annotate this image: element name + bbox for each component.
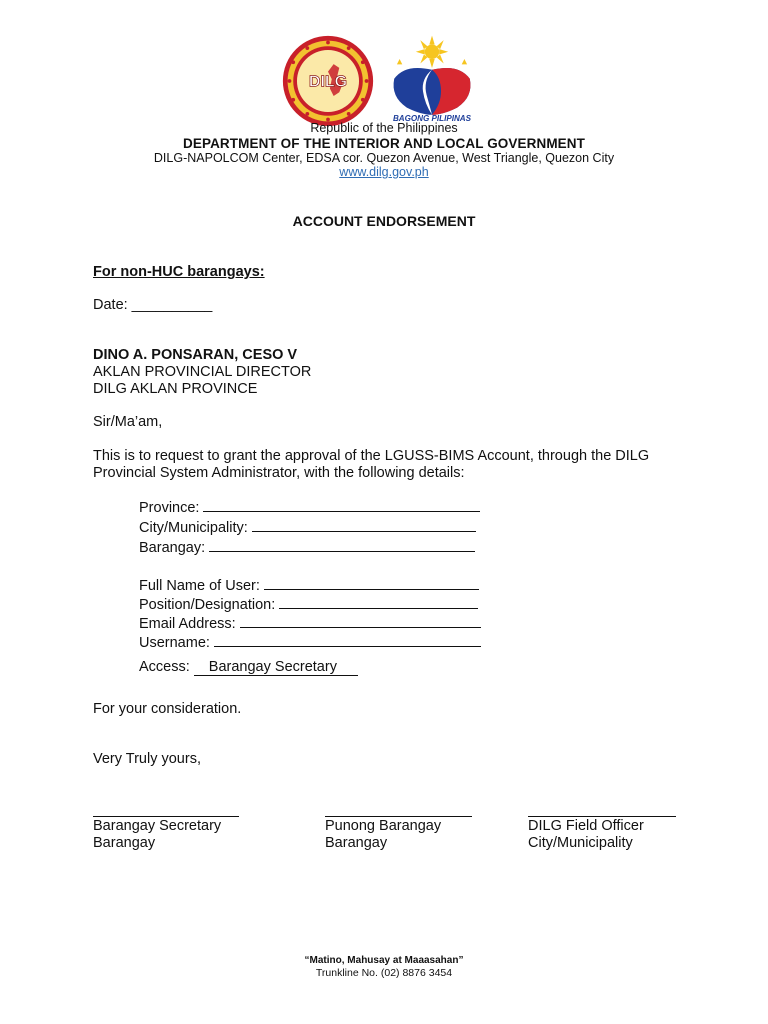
signatory-title: DILG Field Officer (528, 818, 644, 834)
position-field (139, 595, 478, 613)
bagong-pilipinas-logo (386, 32, 478, 122)
body-line-1: This is to request to grant the approval of the LGUSS-BIMS Account, through the DILG (93, 448, 650, 464)
signatory-punong-barangay (325, 818, 441, 852)
city-blank[interactable] (252, 518, 476, 532)
province-blank[interactable] (203, 498, 480, 512)
document-subtitle: For non-HUC barangays: (93, 264, 265, 280)
barangay-label: Barangay: (139, 540, 206, 556)
salutation: Sir/Ma’am, (93, 414, 163, 430)
signature-line-barangay-secretary[interactable] (93, 816, 239, 817)
city-field (139, 518, 476, 536)
access-value: Barangay Secretary (194, 660, 358, 676)
dilg-seal-logo (281, 34, 375, 128)
closing-consideration: For your consideration. (93, 701, 242, 717)
signatory-barangay-secretary (93, 818, 221, 852)
barangay-field (139, 538, 475, 556)
department-name: DEPARTMENT OF THE INTERIOR AND LOCAL GOVERNMENT (183, 136, 585, 151)
republic-line: Republic of the Philippines (310, 121, 458, 135)
website-link[interactable]: www.dilg.gov.ph (339, 165, 429, 179)
email-label: Email Address: (139, 616, 236, 632)
barangay-blank[interactable] (209, 538, 475, 552)
province-label: Province: (139, 500, 200, 516)
signatory-dilg-field-officer (528, 818, 644, 852)
signatory-sub: City/Municipality (528, 835, 633, 851)
dilg-logo-text: DILG (308, 73, 348, 91)
access-field (139, 659, 358, 676)
email-field (139, 614, 481, 632)
username-label: Username: (139, 635, 210, 651)
full-name-field (139, 576, 479, 594)
position-blank[interactable] (279, 595, 478, 609)
addressee-name: DINO A. PONSARAN, CESO V (93, 347, 298, 363)
city-label: City/Municipality: (139, 520, 248, 536)
access-label: Access: (139, 659, 190, 675)
body-line-2: Provincial System Administrator, with the following details: (93, 465, 465, 481)
footer-motto: “Matino, Mahusay at Maaasahan” (304, 955, 464, 966)
signatory-title: Punong Barangay (325, 818, 442, 834)
date-field: Date: __________ (93, 297, 213, 313)
province-field (139, 498, 480, 516)
bagong-pilipinas-text: BAGONG PILIPINAS (392, 114, 472, 122)
signatory-title: Barangay Secretary (93, 818, 222, 834)
signature-line-dilg-field-officer[interactable] (528, 816, 676, 817)
addressee-position: AKLAN PROVINCIAL DIRECTOR (93, 364, 312, 380)
signatory-sub: Barangay (93, 835, 156, 851)
department-address: DILG-NAPOLCOM Center, EDSA cor. Quezon Avenue, West Triangle, Quezon City (153, 151, 615, 165)
addressee-office: DILG AKLAN PROVINCE (93, 381, 258, 397)
signatory-sub: Barangay (325, 835, 388, 851)
username-field (139, 633, 481, 651)
email-blank[interactable] (240, 614, 481, 628)
signature-line-punong-barangay[interactable] (325, 816, 472, 817)
closing-yours: Very Truly yours, (93, 751, 201, 767)
footer-trunkline: Trunkline No. (02) 8876 3454 (315, 967, 453, 979)
position-label: Position/Designation: (139, 597, 276, 613)
full-name-blank[interactable] (264, 576, 479, 590)
full-name-label: Full Name of User: (139, 578, 260, 594)
username-blank[interactable] (214, 633, 481, 647)
document-title: ACCOUNT ENDORSEMENT (292, 213, 476, 229)
